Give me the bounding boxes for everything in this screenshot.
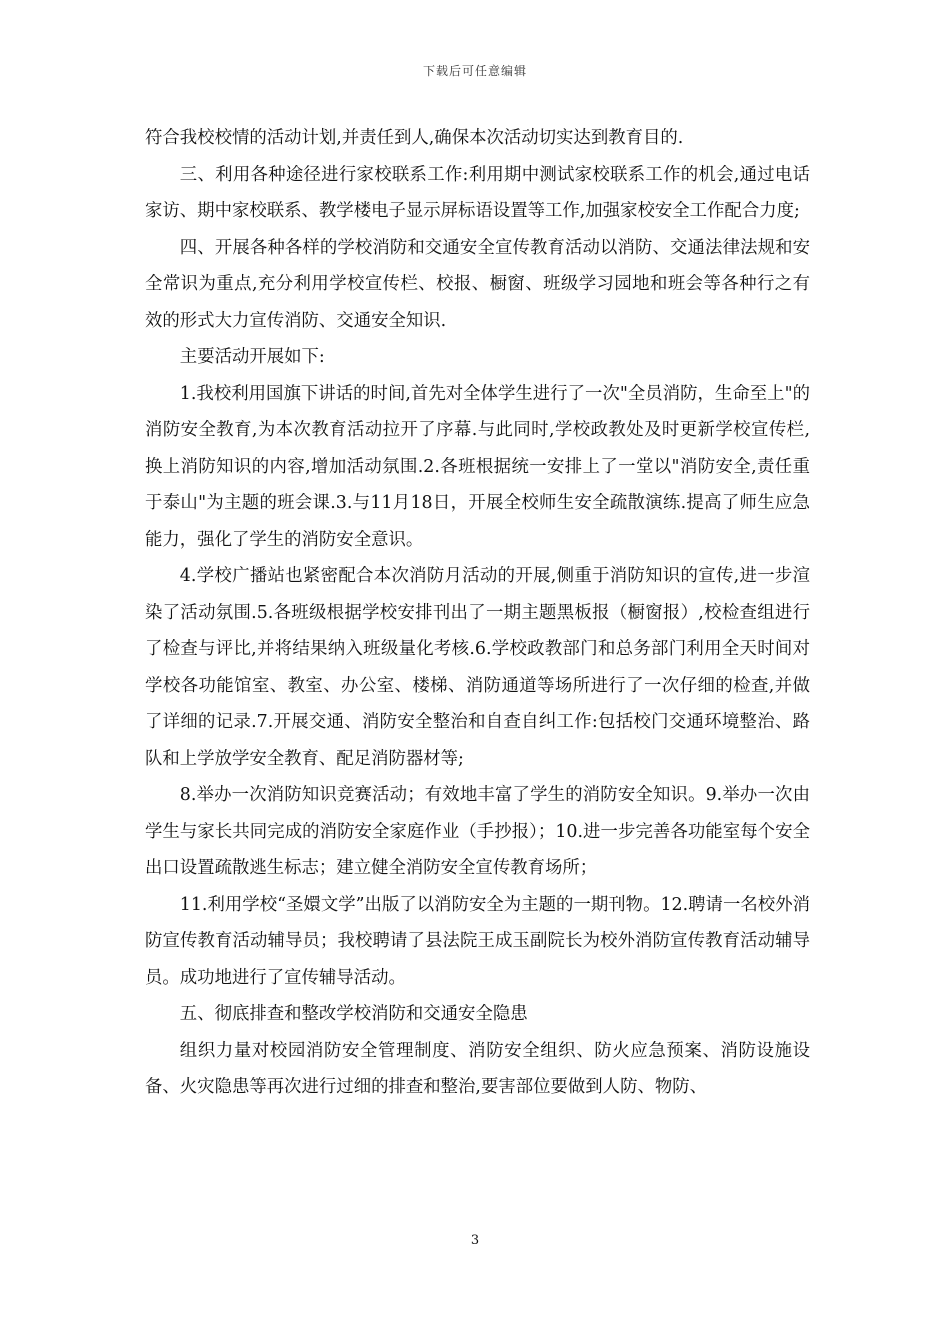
document-body: [145, 120, 810, 1106]
paragraph-activities-4-7: 4.学校广播站也紧密配合本次消防月活动的开展,侧重于消防知识的宣传,进一步渲染了活动氛围.5.各班级根据学校安排刊出了一期主题黑板报（橱窗报）,校检查组进行了检查与评比,并将结果纳入班级量化考核.6.学校政教部门和总务部门利用全天时间对学校各功能馆室、教室、办公室、楼梯、消防通道等场所进行了一次仔细的检查,并做了详细的记录.7.开展交通、消防安全整治和自查自纠工作:包括校门交通环境整治、路队和上学放学安全教育、配足消防器材等;: [145, 566, 810, 769]
paragraph-activities-heading: 主要活动开展如下:: [179, 347, 325, 367]
paragraph-section-5-heading: 五、彻底排查和整改学校消防和交通安全隐患: [179, 1004, 528, 1024]
paragraph-activities-11-12: 11.利用学校“圣嬛文学”出版了以消防安全为主题的一期刊物。12.聘请一名校外消防宣传教育活动辅导员；我校聘请了县法院王成玉副院长为校外消防宣传教育活动辅导员。成功地进行了宣传辅导活动。: [145, 894, 810, 988]
paragraph-section-4: 四、开展各种各样的学校消防和交通安全宣传教育活动以消防、交通法律法规和安全常识为重点,充分利用学校宣传栏、校报、橱窗、班级学习园地和班会等各种行之有效的形式大力宣传消防、交通安全知识.: [145, 237, 810, 331]
paragraph-activities-1-3: 1.我校利用国旗下讲话的时间,首先对全体学生进行了一次"全员消防，生命至上"的消防安全教育,为本次教育活动拉开了序幕.与此同时,学校政教处及时更新学校宣传栏,换上消防知识的内容,增加活动氛围.2.各班根据统一安排上了一堂以"消防安全,责任重于泰山"为主题的班会课.3.与11月18日，开展全校师生安全疏散演练.提高了师生应急能力，强化了学生的消防安全意识。: [145, 383, 810, 550]
header-note: 下载后可任意编辑: [422, 64, 527, 78]
paragraph-continuation: 符合我校校情的活动计划,并责任到人,确保本次活动切实达到教育目的.: [145, 128, 684, 148]
paragraph-section-3: 三、利用各种途径进行家校联系工作:利用期中测试家校联系工作的机会,通过电话家访、期中家校联系、教学楼电子显示屏标语设置等工作,加强家校安全工作配合力度;: [145, 164, 810, 221]
paragraph-section-5-body: 组织力量对校园消防安全管理制度、消防安全组织、防火应急预案、消防设施设备、火灾隐患等再次进行过细的排查和整治,要害部位要做到人防、物防、: [145, 1040, 810, 1097]
paragraph-activities-8-10: 8.举办一次消防知识竞赛活动；有效地丰富了学生的消防安全知识。9.举办一次由学生与家长共同完成的消防安全家庭作业（手抄报）；10.进一步完善各功能室每个安全出口设置疏散逃生标志；建立健全消防安全宣传教育场所；: [145, 785, 810, 878]
page-number: 3: [470, 1233, 480, 1248]
